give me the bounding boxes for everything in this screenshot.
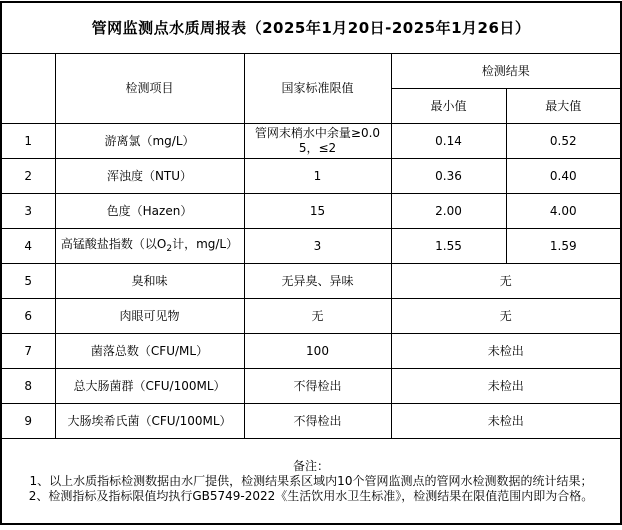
notes-line-1: 1、以上水质指标检测数据由水厂提供，检测结果系区域内10个管网监测点的管网水检测数据的统计结果；: [29, 473, 593, 488]
item-cell: 肉眼可见物: [55, 299, 244, 334]
table-row: [1, 264, 621, 299]
item-text-suffix: 计，mg/L）: [172, 236, 239, 251]
limit-cell: 100: [244, 334, 391, 369]
table-row: [1, 299, 621, 334]
notes-line-2: 2、检测指标及指标限值均执行GB5749-2022《生活饮用水卫生标准》，检测结果在限值范围内即为合格。: [28, 488, 594, 503]
item-cell: 浑浊度（NTU）: [55, 159, 244, 194]
subscript-2: 2: [166, 243, 173, 254]
page-title: 管网监测点水质周报表（2025年1月20日-2025年1月26日）: [1, 2, 621, 54]
table-row: [1, 404, 621, 439]
min-value-cell: 0.14: [391, 124, 506, 159]
row-number-cell: 4: [1, 229, 55, 264]
limit-cell: 不得检出: [244, 369, 391, 404]
min-value-cell: 1.55: [391, 229, 506, 264]
notes-row: [1, 439, 621, 525]
item-cell: 游离氯（mg/L）: [55, 124, 244, 159]
row-number-cell: 9: [1, 404, 55, 439]
row-number-cell: 5: [1, 264, 55, 299]
title-row: [1, 2, 621, 54]
table-row: [1, 334, 621, 369]
limit-cell: 3: [244, 229, 391, 264]
max-value-cell: 1.59: [506, 229, 621, 264]
row-number-cell: 2: [1, 159, 55, 194]
limit-cell: 15: [244, 194, 391, 229]
water-quality-table: [0, 1, 622, 525]
header-max-cell: 最大值: [506, 89, 621, 124]
row-number-cell: 8: [1, 369, 55, 404]
item-cell: 总大肠菌群（CFU/100ML）: [55, 369, 244, 404]
table-row: [1, 369, 621, 404]
limit-cell: 管网末梢水中余量≥0.05，≤2: [244, 124, 391, 159]
max-value-cell: 0.52: [506, 124, 621, 159]
notes-label: 备注：: [293, 458, 330, 473]
table-row: [1, 229, 621, 264]
min-value-cell: 2.00: [391, 194, 506, 229]
table-row: [1, 124, 621, 159]
min-value-cell: 0.36: [391, 159, 506, 194]
limit-cell: 无异臭、异味: [244, 264, 391, 299]
row-number-cell: 3: [1, 194, 55, 229]
row-number-cell: 1: [1, 124, 55, 159]
item-cell: [55, 229, 244, 264]
notes-cell: [1, 439, 621, 525]
header-result-group-cell: 检测结果: [391, 54, 621, 89]
max-value-cell: 0.40: [506, 159, 621, 194]
max-value-cell: 4.00: [506, 194, 621, 229]
table-row: [1, 194, 621, 229]
result-cell: 无: [391, 264, 621, 299]
result-cell: 无: [391, 299, 621, 334]
row-number-cell: 7: [1, 334, 55, 369]
item-cell: 菌落总数（CFU/ML）: [55, 334, 244, 369]
item-text-prefix: 高锰酸盐指数（以O: [60, 236, 167, 251]
item-cell: 色度（Hazen）: [55, 194, 244, 229]
result-cell: 未检出: [391, 334, 621, 369]
header-min-cell: 最小值: [391, 89, 506, 124]
header-index-cell: [1, 54, 55, 124]
header-limit-cell: 国家标准限值: [244, 54, 391, 124]
limit-cell: 不得检出: [244, 404, 391, 439]
table-row: [1, 159, 621, 194]
result-cell: 未检出: [391, 404, 621, 439]
item-cell: 臭和味: [55, 264, 244, 299]
header-row-top: [1, 54, 621, 89]
limit-cell: 1: [244, 159, 391, 194]
item-cell: 大肠埃希氏菌（CFU/100ML）: [55, 404, 244, 439]
header-item-cell: 检测项目: [55, 54, 244, 124]
row-number-cell: 6: [1, 299, 55, 334]
result-cell: 未检出: [391, 369, 621, 404]
limit-cell: 无: [244, 299, 391, 334]
